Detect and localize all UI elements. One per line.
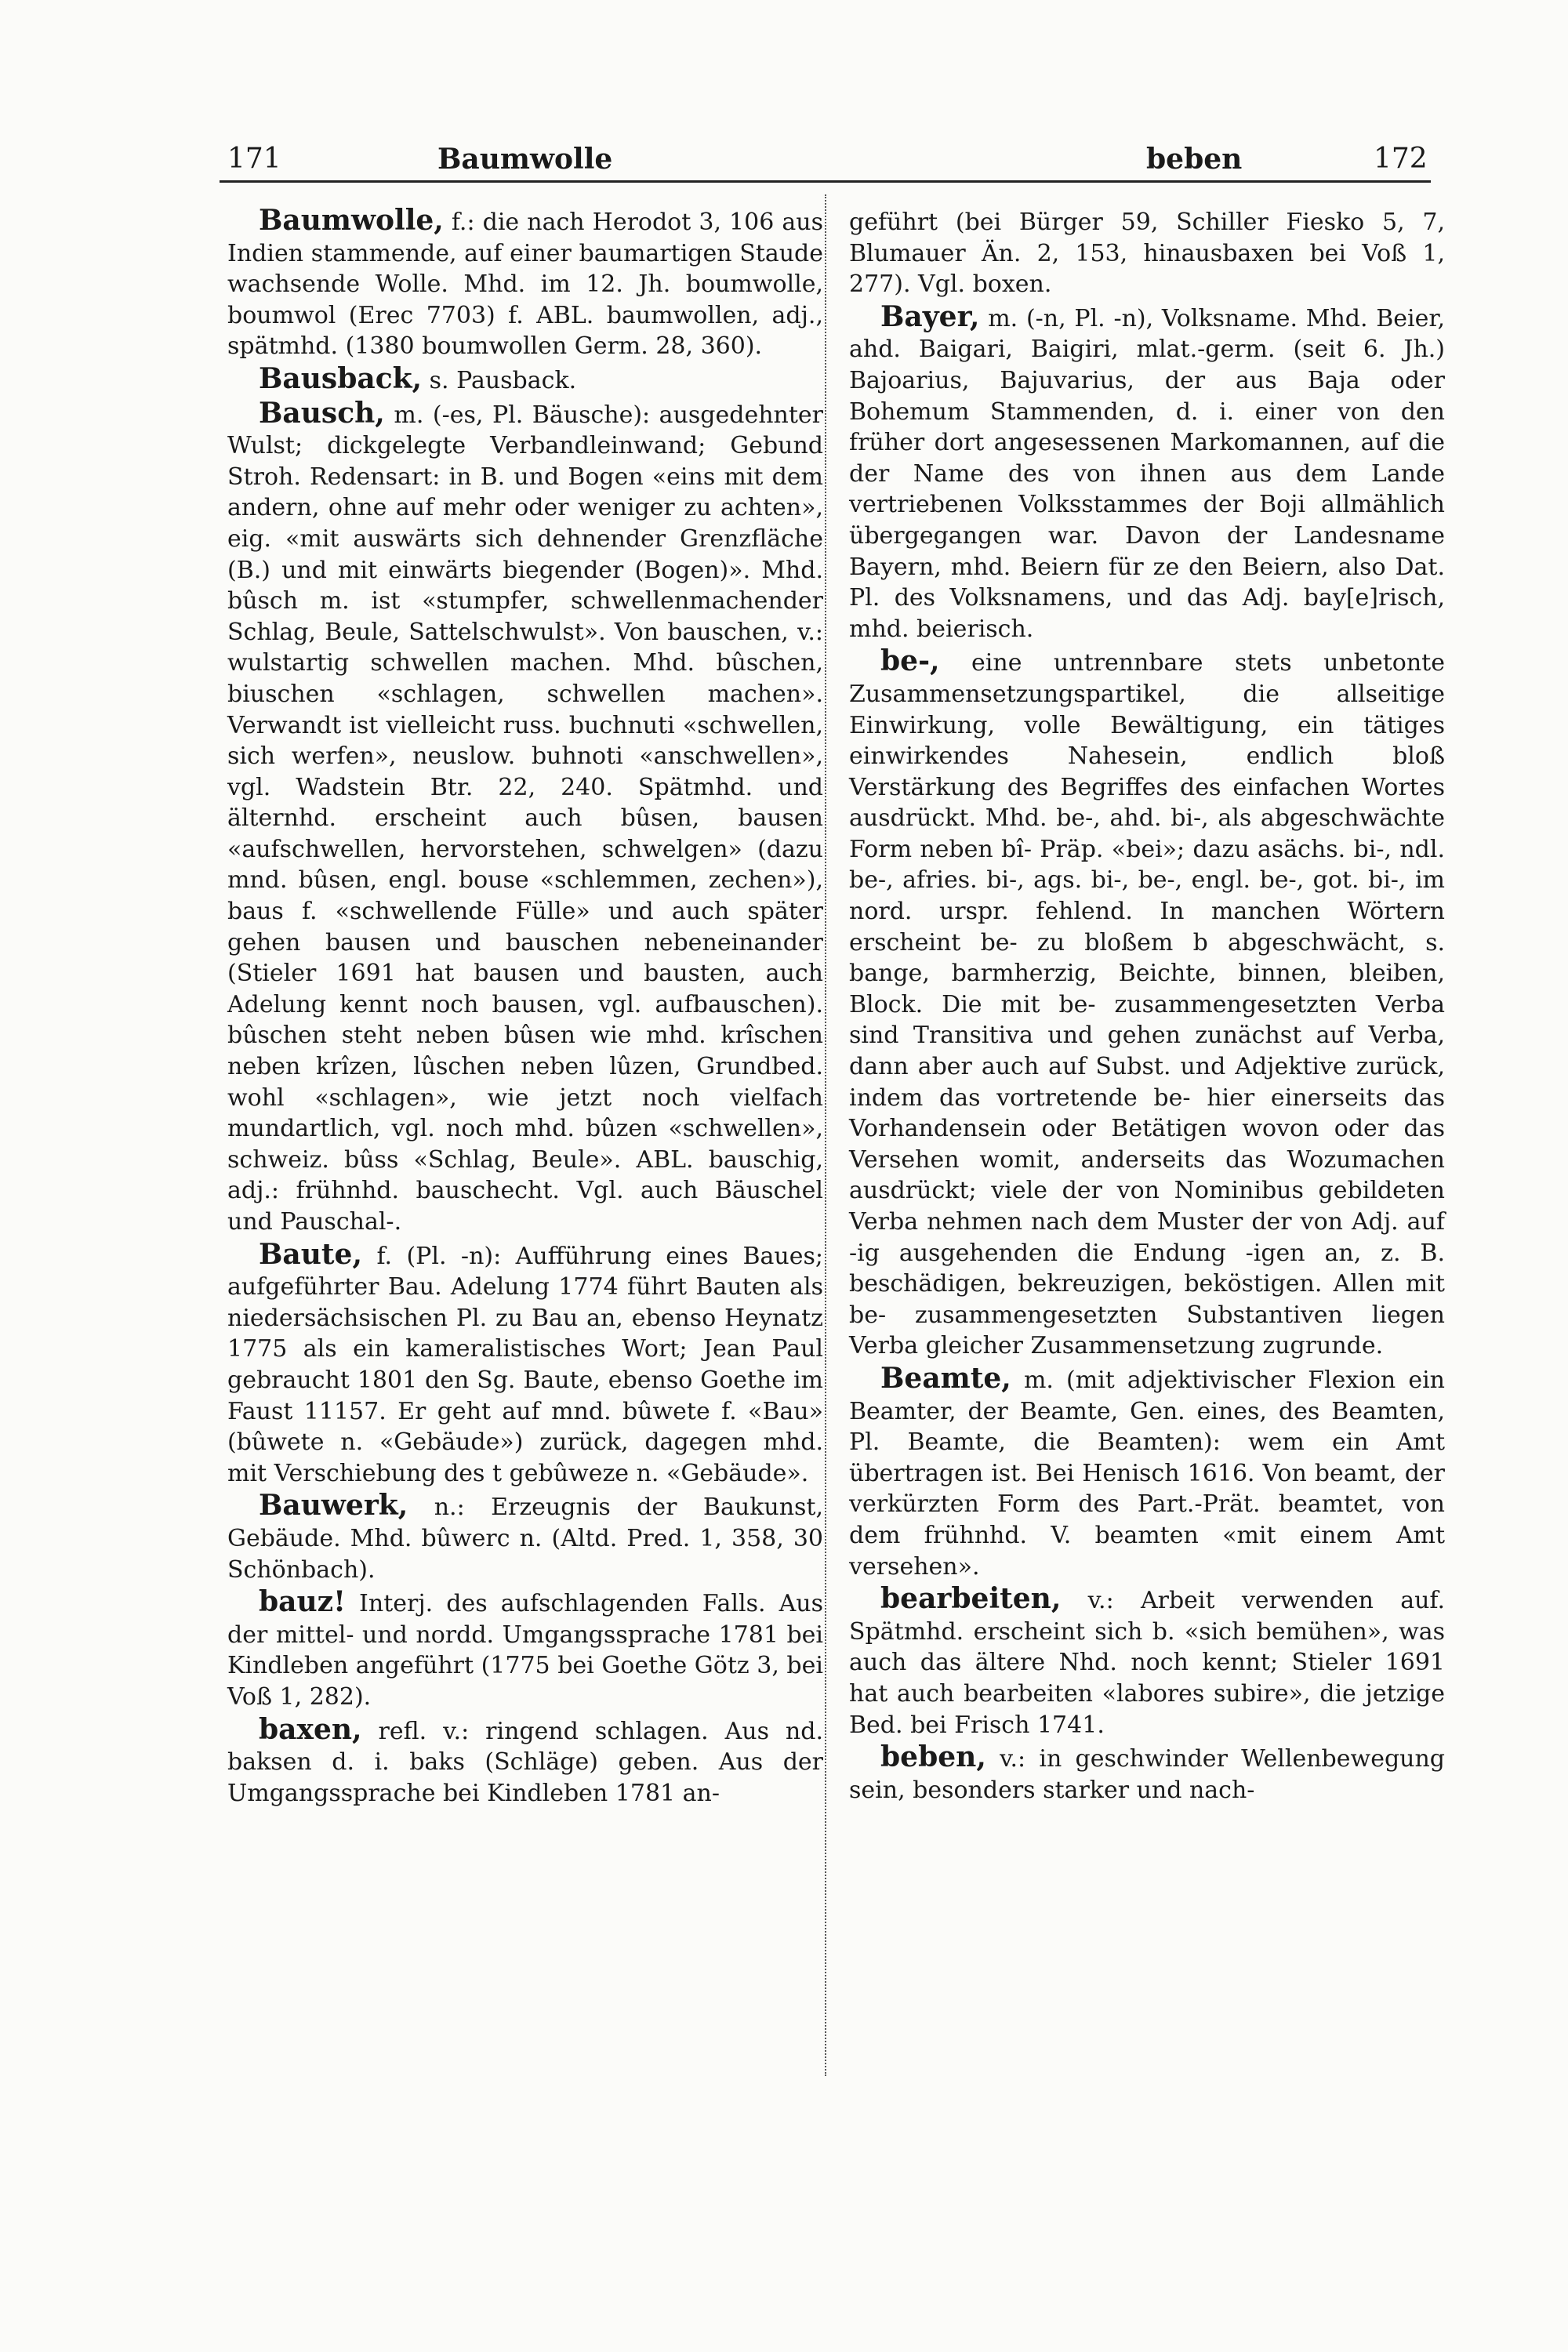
- entry-text: Interj. des aufschlagenden Falls. Aus der mittel- und nordd. Umgangssprache 1781 bei Kindleben angeführt (1775 bei Goethe Götz 3, bei Voß 1, 282).: [227, 1590, 823, 1711]
- headword: Beamte,: [880, 1361, 1011, 1395]
- left-page-number: 171: [227, 143, 281, 175]
- entry-baumwolle: [227, 205, 823, 362]
- entry-bearbeiten: [849, 1584, 1445, 1740]
- entry-text: s. Pausback.: [429, 366, 577, 394]
- entry-bausback: [227, 361, 823, 397]
- entry-text: eine untrennbare stets unbetonte Zusammensetzungspartikel, die allseitige Einwirkung, volle Bewältigung, ein tätiges einwirkendes Nahesein, endlich bloß Verstärkung des Begriffes des einfachen Wortes ausdrückt. Mhd. be-, ahd. bi-, als abgeschwächte Form neben bî- Präp. «bei»; dazu asächs. bi-, ndl. be-, afries. bi-, ags. bi-, be-, engl. be-, got. bi-, im nord. urspr. fehlend. In manchen Wörtern erscheint be- zu bloßem b abgeschwächt, s. bange, barmherzig, Beichte, binnen, bleiben, Block. Die mit be- zusammengesetzten Verba sind Transitiva und gehen zunächst auf Verba, dann aber auch auf Subst. und Adjektive zurück, indem das vortretende be- hier einerseits das Vorhandensein oder Betätigen wovon oder das Versehen womit, anderseits das Wozumachen ausdrückt; viele der von Nominibus gebildeten Verba nehmen nach dem Muster der von Adj. auf -ig ausgehenden die Endung -igen an, z. B. beschädigen, bekreuzigen, beköstigen. Allen mit be- zusammengesetzten Substantiven liegen Verba gleicher Zusammensetzung zugrunde.: [849, 649, 1445, 1360]
- entry-text: m. (mit adjektivischer Flexion ein Beamter, der Beamte, Gen. eines, des Beamten, Pl. Beamte, die Beamten): wem ein Amt übertragen ist. Bei Henisch 1616. Von beamt, der verkürzten Form des Part.-Prät. beamtet, von dem frühnhd. V. beamten «mit einem Amt versehen».: [849, 1366, 1445, 1581]
- right-page-number: 172: [1374, 143, 1428, 175]
- entry-text: v.: in geschwinder Wellenbewegung sein, besonders starker und nach-: [849, 1745, 1445, 1804]
- entry-be: [849, 646, 1445, 1362]
- entry-baute: [227, 1237, 823, 1490]
- headword: beben,: [880, 1740, 986, 1774]
- left-column: [227, 205, 823, 1810]
- entry-bauwerk: [227, 1490, 823, 1585]
- left-running-head: Baumwolle: [437, 143, 613, 176]
- headword: Bausch,: [259, 396, 385, 430]
- headword: Bayer,: [880, 299, 980, 333]
- entry-text: v.: Arbeit verwenden auf. Spätmhd. erscheint sich b. «sich bemühen», was auch das ältere Nhd. noch kennt; Stieler 1691 hat auch bearbeiten «labores subire», die jetzige Bed. bei Frisch 1741.: [849, 1587, 1445, 1739]
- headword: bearbeiten,: [880, 1582, 1062, 1616]
- entry-bauz: [227, 1587, 823, 1712]
- right-column: [849, 205, 1445, 1807]
- headword: Bausback,: [259, 361, 423, 395]
- right-running-head: beben: [1146, 143, 1243, 176]
- headword: Baute,: [259, 1237, 362, 1271]
- entry-bausch: [227, 398, 823, 1238]
- entry-text: f.: die nach Herodot 3, 106 aus Indien stammende, auf einer baumartigen Staude wachsende Wolle. Mhd. im 12. Jh. boumwolle, boumwol (Erec 7703) f. ABL. baumwollen, adj., spätmhd. (1380 boumwollen Germ. 28, 360).: [227, 209, 823, 361]
- entry-text: f. (Pl. -n): Aufführung eines Baues; aufgeführter Bau. Adelung 1774 führt Bauten als niedersächsischen Pl. zu Bau an, ebenso Heynatz 1775 als ein kameralistisches Wort; Jean Paul gebraucht 1801 den Sg. Baute, ebenso Goethe im Faust 11157. Er geht auf mnd. bûwete f. «Bau» (bûwete n. «Gebäude») zurück, dagegen mhd. mit Verschiebung des t gebûweze n. «Gebäude».: [227, 1242, 823, 1487]
- entry-text: refl. v.: ringend schlagen. Aus nd. baksen d. i. baks (Schläge) geben. Aus der Umgangssprache bei Kindleben 1781 an-: [227, 1717, 823, 1807]
- entry-text: n.: Erzeugnis der Baukunst, Gebäude. Mhd. bûwerc n. (Altd. Pred. 1, 358, 30 Schönbach).: [227, 1494, 823, 1584]
- entry-text: geführt (bei Bürger 59, Schiller Fiesko 5, 7, Blumauer Än. 2, 153, hinausbaxen bei Voß 1, 277). Vgl. boxen.: [849, 209, 1445, 299]
- column-divider: [825, 194, 826, 2076]
- headword: bauz!: [259, 1585, 346, 1619]
- page-header: [220, 140, 1431, 183]
- entry-text: m. (-n, Pl. -n), Volksname. Mhd. Beier, ahd. Baigari, Baigiri, mlat.-germ. (seit 6. Jh.) Bajoarius, Bajuvarius, der aus Baja oder Bohemum Stammenden, d. i. einer von den früher dort angesessenen Markomannen, auf die der Name des von ihnen aus dem Lande vertriebenen Volksstammes der Boji allmählich übergegangen war. Davon der Landesname Bayern, mhd. Beiern für ze den Beiern, also Dat. Pl. des Volksnamens, und das Adj. bay[e]risch, mhd. beierisch.: [849, 304, 1445, 643]
- entry-beamte: [849, 1363, 1445, 1582]
- headword: baxen,: [259, 1712, 362, 1746]
- headword: Bauwerk,: [259, 1489, 408, 1523]
- entry-text: m. (-es, Pl. Bäusche): ausgedehnter Wulst; dickgelegte Verbandleinwand; Gebund Stroh. Redensart: in B. und Bogen «eins mit dem andern, ohne auf mehr oder weniger zu achten», eig. «mit auswärts sich dehnender Grenzfläche (B.) und mit einwärts biegender (Bogen)». Mhd. bûsch m. ist «stumpfer, schwellenmachender Schlag, Beule, Sattelschwulst». Von bauschen, v.: wulstartig schwellen machen. Mhd. bûschen, biuschen «schlagen, schwellen machen». Verwandt ist vielleicht russ. buchnuti «schwellen, sich werfen», neuslow. buhnoti «anschwellen», vgl. Wadstein Btr. 22, 240. Spätmhd. und älternhd. erscheint auch bûsen, bausen «aufschwellen, hervorstehen, schwelgen» (dazu mnd. bûsen, engl. bouse «schlemmen, zechen»), baus f. «schwellende Fülle» und auch später gehen bausen und bauschen nebeneinander (Stieler 1691 hat bausen und bausten, auch Adelung kennt noch bausen, vgl. aufbauschen). bûschen steht neben bûsen wie mhd. krîschen neben krîzen, lûschen neben lûzen, Grundbed. wohl «schlagen», wie jetzt noch vielfach mundartlich, vgl. noch mhd. bûzen «schwellen», schweiz. bûss «Schlag, Beule». ABL. bauschig, adj.: frühnhd. bauschecht. Vgl. auch Bäuschel und Pauschal-.: [227, 401, 823, 1236]
- headword: be-,: [880, 644, 940, 678]
- entry-beben: [849, 1742, 1445, 1806]
- entry-baxen: [227, 1712, 823, 1809]
- entry-bayer: [849, 299, 1445, 645]
- headword: Baumwolle,: [259, 204, 444, 237]
- entry-baxen-continued: [849, 205, 1445, 300]
